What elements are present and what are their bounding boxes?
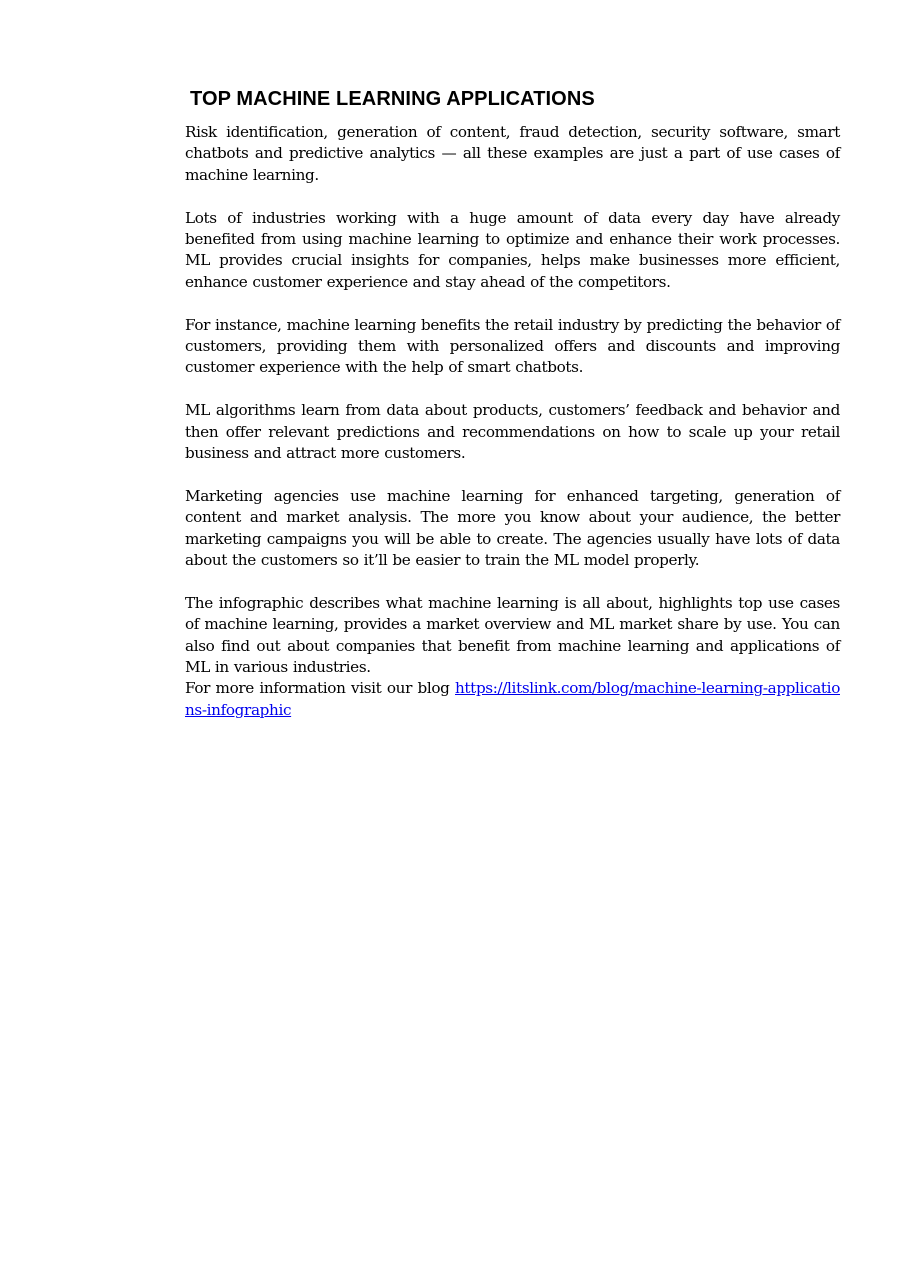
paragraph-algorithms: ML algorithms learn from data about products, customers’ feedback and behavior and then offer relevant predictions and recommendations on how to scale up your retail business and attract more customers. <box>185 401 840 463</box>
document-title: TOP MACHINE LEARNING APPLICATIONS <box>190 88 595 110</box>
paragraph-intro: Risk identification, generation of content, fraud detection, security software, smart chatbots and predictive analytics — all these examples are just a part of use cases of machine learning. <box>185 123 840 184</box>
blog-info-line <box>185 678 840 721</box>
blog-link[interactable]: https://litslink.com/blog/machine-learning-applications-infographic <box>185 679 840 719</box>
paragraph-infographic: The infographic describes what machine learning is all about, highlights top use cases of machine learning, provides a market overview and ML market share by use. You can also find out about companies that benefit from machine learning and applications of ML in various industries. <box>185 593 840 677</box>
paragraph-retail: For instance, machine learning benefits the retail industry by predicting the behavior of customers, providing them with personalized offers and discounts and improving customer experience with the help of smart chatbots. <box>185 315 840 377</box>
paragraph-marketing: Marketing agencies use machine learning for enhanced targeting, generation of content and market analysis. The more you know about your audience, the better marketing campaigns you will be able to create. The agencies usually have lots of data about the customers so it’ll be easier to train the ML model properly. <box>185 486 840 570</box>
paragraph-industries: Lots of industries working with a huge amount of data every day have already benefited from using machine learning to optimize and enhance their work processes. ML provides crucial insights for companies, helps make businesses more efficient, enhance customer experience and stay ahead of the competitors. <box>185 208 840 291</box>
document-body <box>185 86 840 721</box>
blog-info-prefix: For more information visit our blog <box>185 679 455 698</box>
